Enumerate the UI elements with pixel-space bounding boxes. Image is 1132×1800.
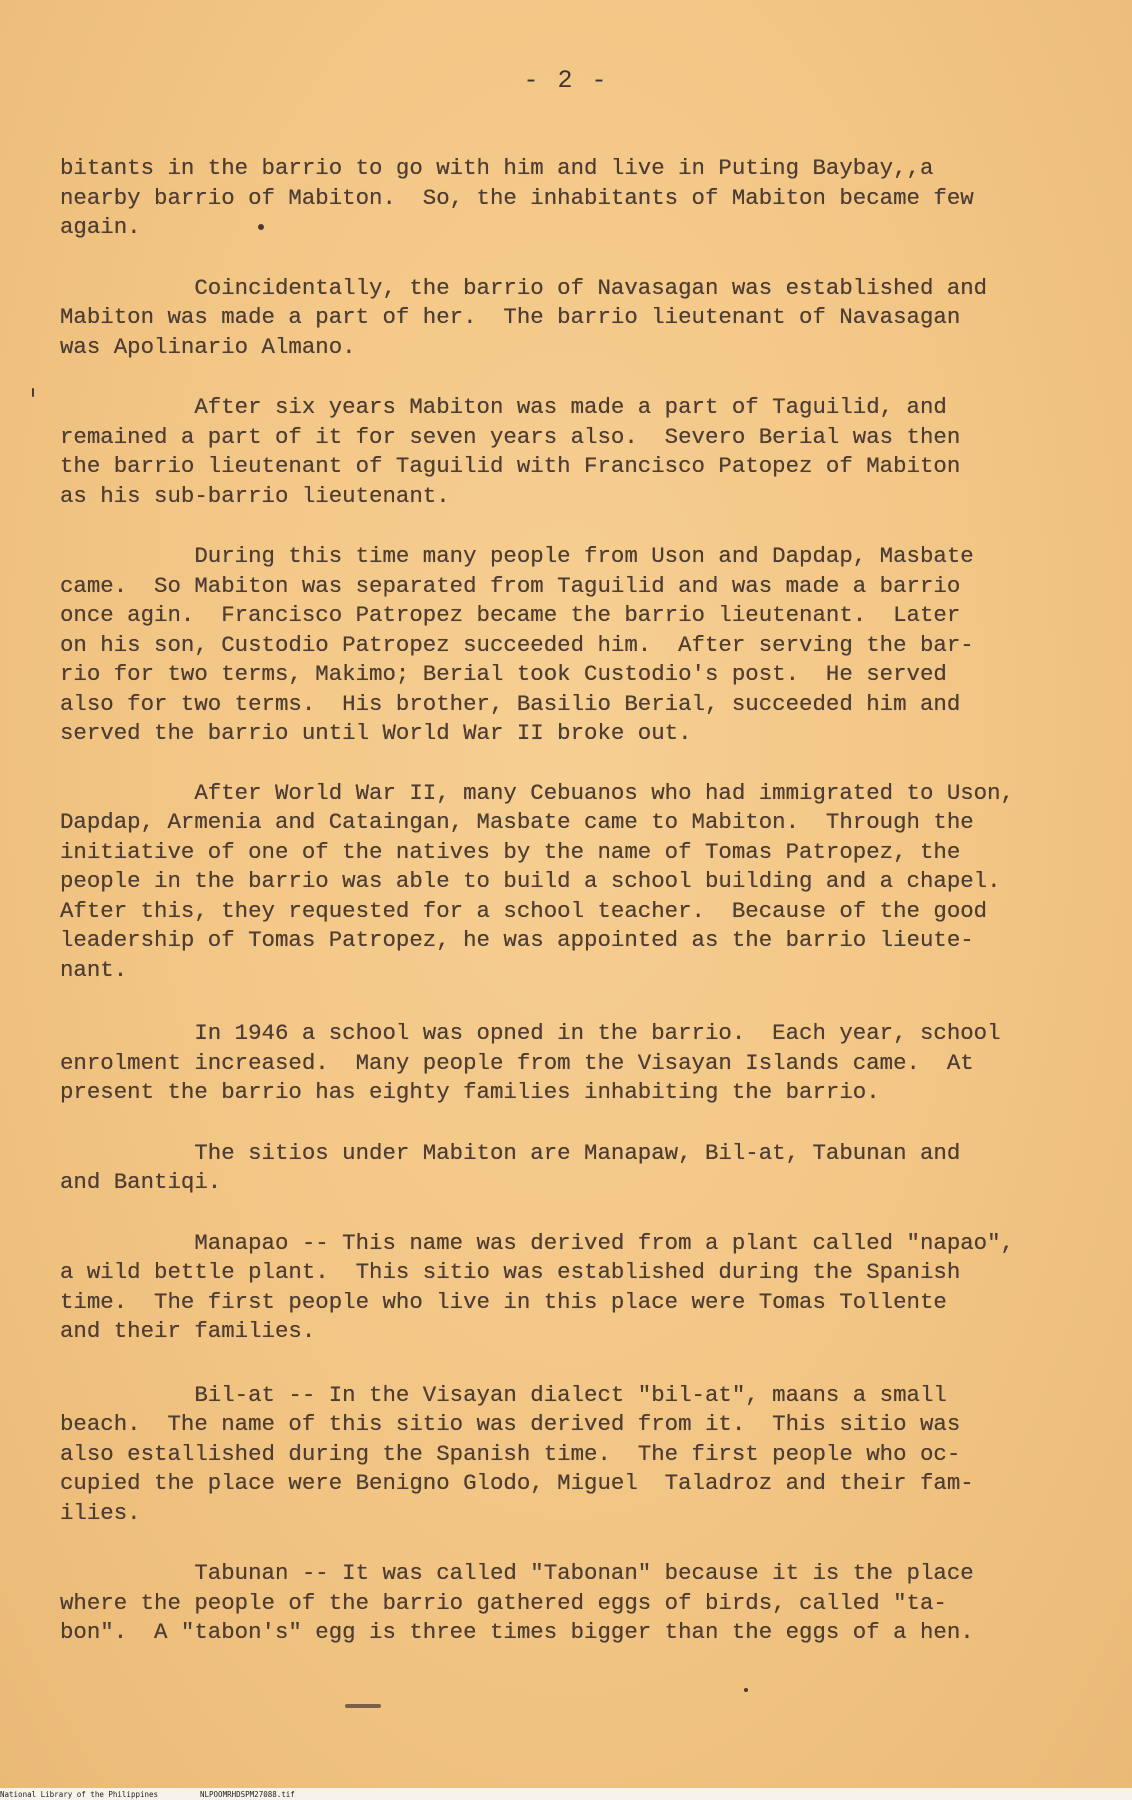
paragraph-continuation: bitants in the barrio to go with him and live in Puting Baybay,,a nearby barrio of Mabiton. So, the inhabitants of Mabiton became few again.: [60, 155, 974, 240]
ink-speck: [258, 224, 264, 230]
page-number: - 2 -: [523, 66, 609, 95]
ink-speck: [744, 1688, 748, 1692]
document-body: [60, 154, 1100, 1679]
footer-bar: [0, 1788, 1132, 1800]
paragraph-bil-at: Bil-at -- In the Visayan dialect "bil-at", maans a small beach. The name of this sitio was derived from it. This sitio was also estallished during the Spanish time. The first people who oc- cupied the place were Benigno Glodo, Miguel Taladroz and their fam- ilies.: [60, 1381, 974, 1526]
paragraph-navasagan: Coincidentally, the barrio of Navasagan was established and Mabiton was made a part of her. The barrio lieutenant of Navasagan was Apolinario Almano.: [60, 274, 988, 360]
footer-source: National Library of the Philippines: [0, 1790, 159, 1799]
paragraph-tabunan: Tabunan -- It was called "Tabonan" because it is the place where the people of the barrio gathered eggs of birds, called "ta- bon". A "tabon's" egg is three times bigger than the eggs of a hen.: [60, 1560, 974, 1645]
paragraph-school: In 1946 a school was opned in the barrio. Each year, school enrolment increased. Many people from the Visayan Islands came. At present the barrio has eighty families inhabiting the barrio.: [60, 1020, 1001, 1105]
footer-file-id: NLPOOMRHDSPM27088.tif: [200, 1790, 295, 1799]
paragraph-sitios: The sitios under Mabiton are Manapaw, Bil-at, Tabunan and and Bantiqi.: [60, 1139, 961, 1195]
ink-speck: [32, 388, 34, 397]
paragraph-taguilid: After six years Mabiton was made a part of Taguilid, and remained a part of it for seven years also. Severo Berial was then the barrio lieutenant of Taguilid with Francisco Patopez of Mabiton as his sub-barrio lieutenant.: [60, 394, 961, 509]
paragraph-barrio-lieutenants: During this time many people from Uson and Dapdap, Masbate came. So Mabiton was separated from Taguilid and was made a barrio once agin. Francisco Patropez became the barrio lieutenant. Later on his son, Custodio Patropez succeeded him. After serving the bar- rio for two terms, Makimo; Berial took Custodio's post. He served also for two terms. His brother, Basilio Berial, succeeded him and served the barrio until World War II broke out.: [60, 543, 974, 746]
dash-mark: [345, 1704, 381, 1708]
paragraph-manapao: Manapao -- This name was derived from a plant called "napao", a wild bettle plant. This sitio was established during the Spanish time. The first people who live in this place were Tomas Tollente and their families.: [60, 1229, 1014, 1344]
paragraph-after-war: After World War II, many Cebuanos who had immigrated to Uson, Dapdap, Armenia and Cataingan, Masbate came to Mabiton. Through the initiative of one of the natives by the name of Tomas Patropez, the people in the barrio was able to build a school building and a chapel. After this, they requested for a school teacher. Because of the good leadership of Tomas Patropez, he was appointed as the barrio lieute- nant.: [60, 779, 1014, 983]
